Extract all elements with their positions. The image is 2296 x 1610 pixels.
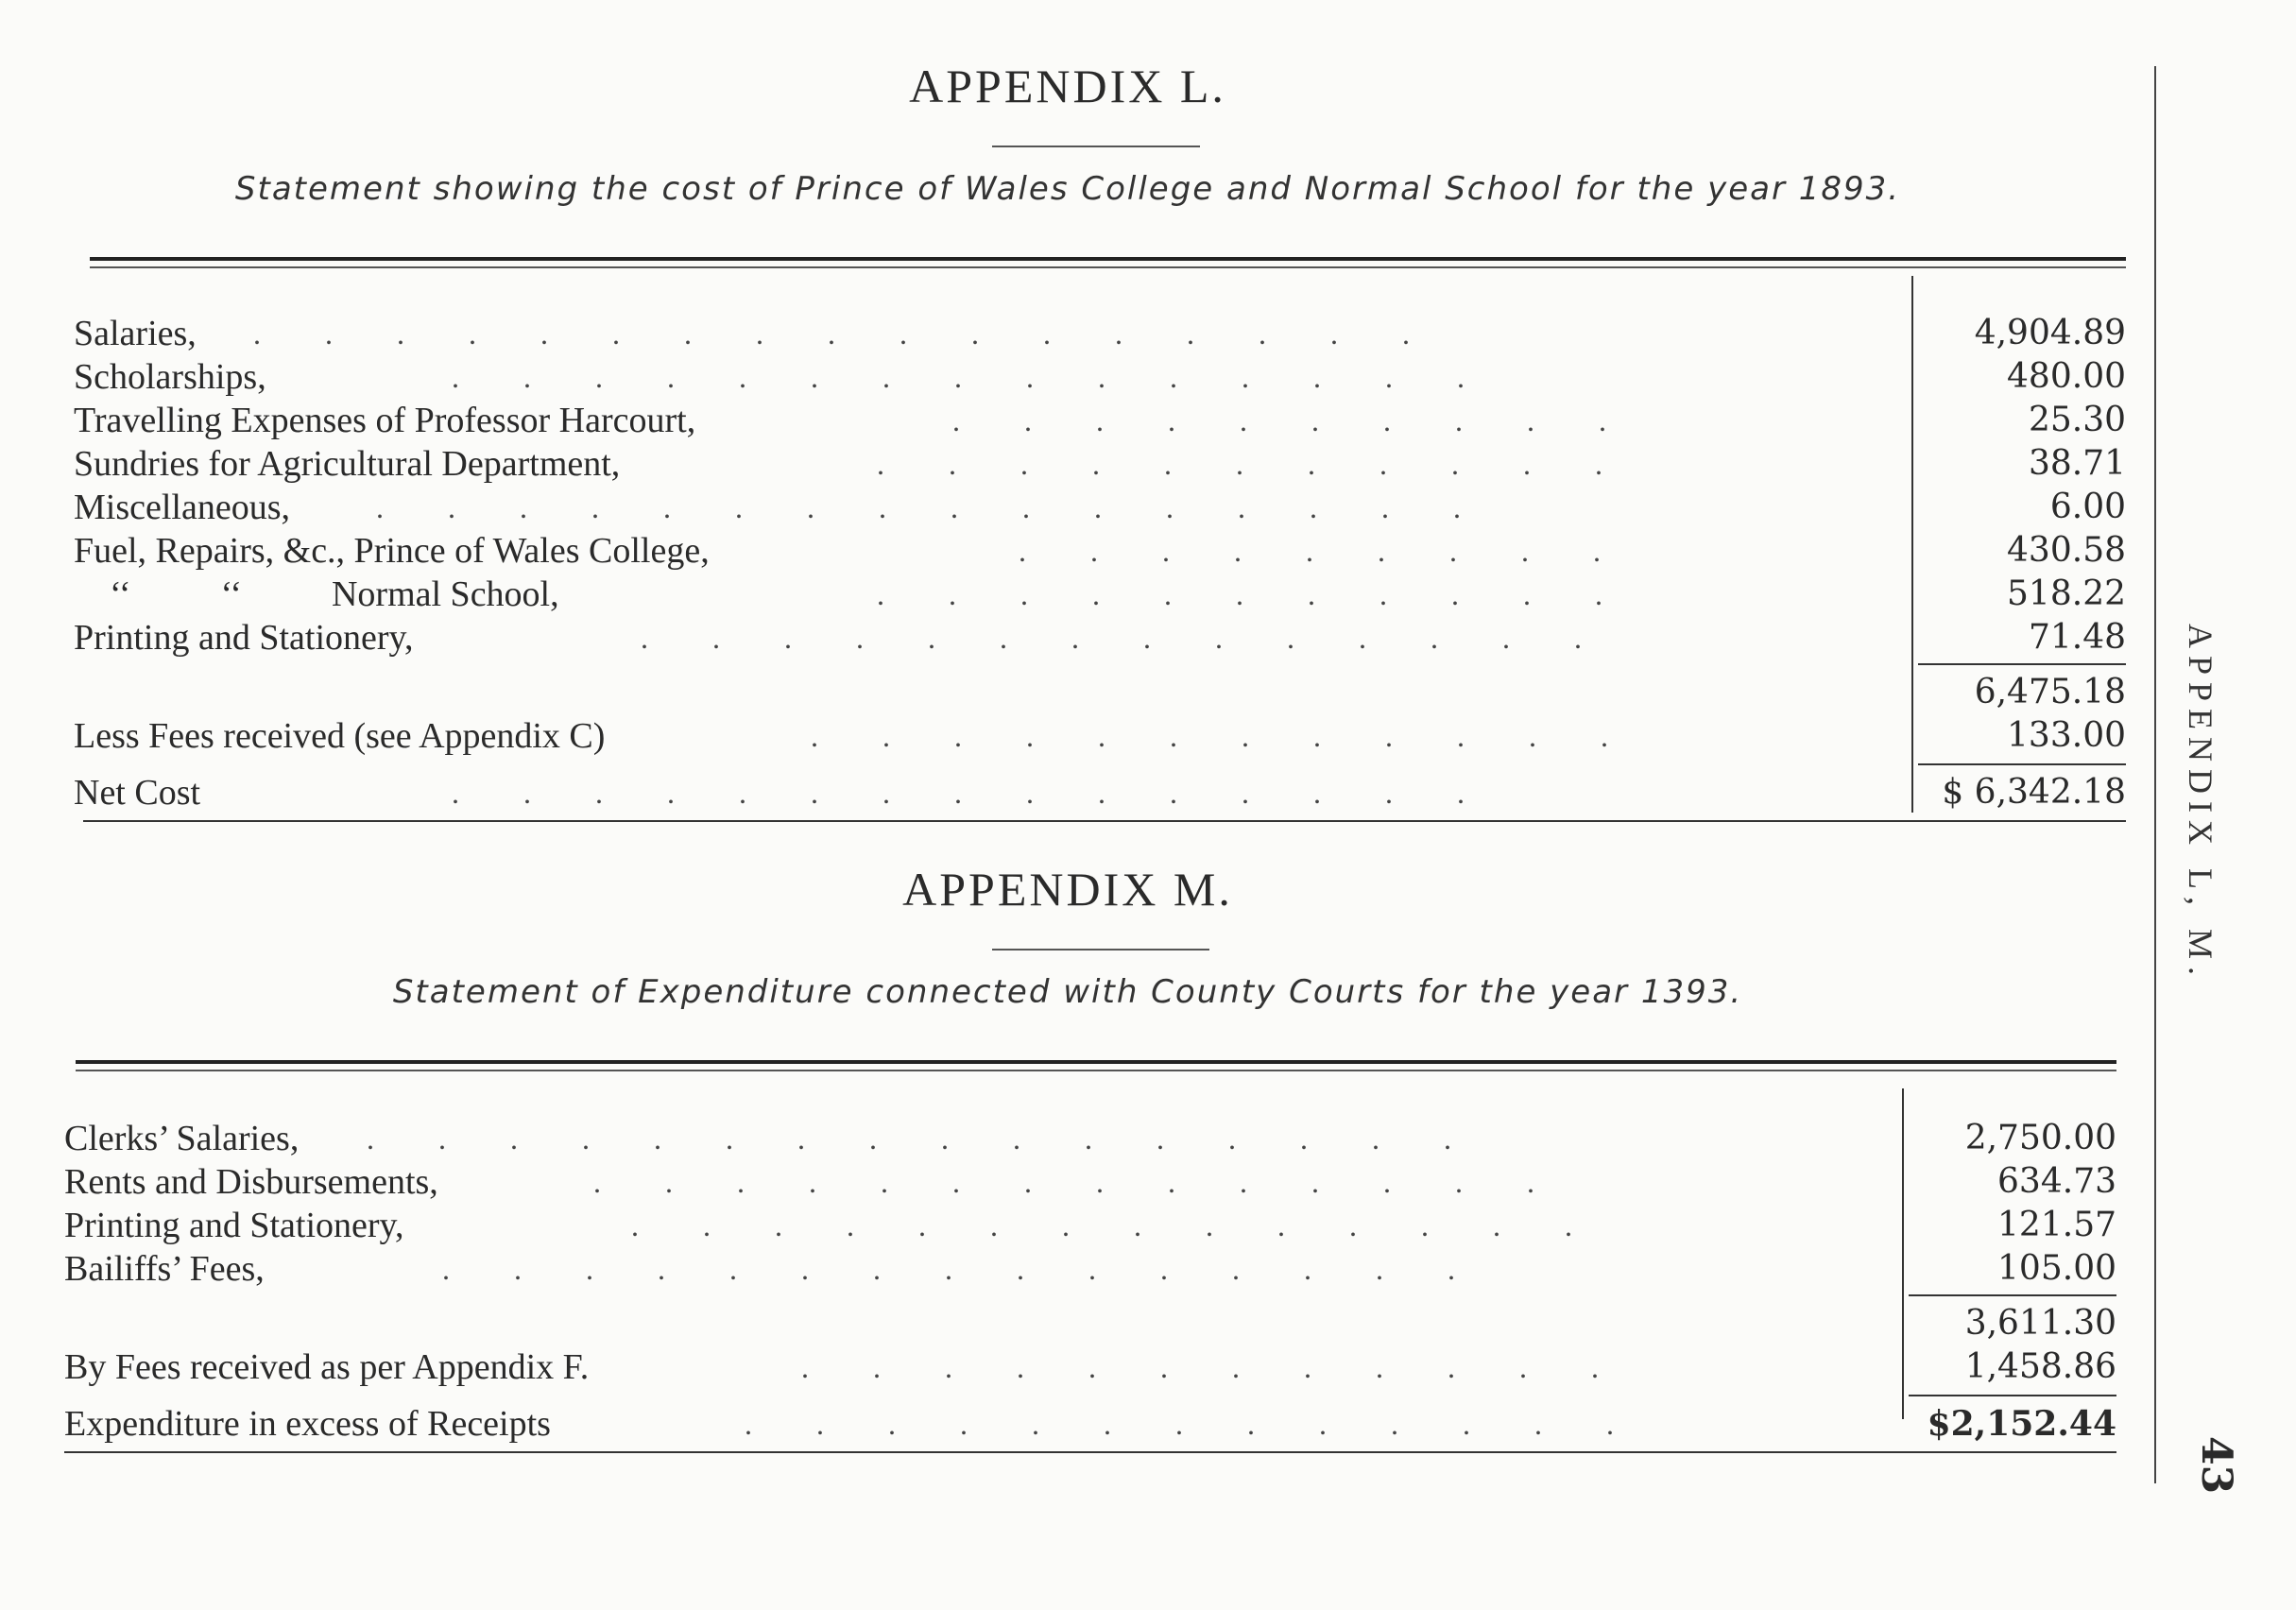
table-top-rule (76, 1060, 2116, 1071)
row-amount: 133.00 (2007, 716, 2126, 755)
leader-dots: ............... (452, 776, 1529, 810)
page-number: 43 (2192, 1436, 2240, 1495)
leader-dots: ............ (811, 719, 1672, 753)
leader-dots: ............ (801, 1350, 1663, 1384)
row-label: Bailiffs’ Fees, (64, 1249, 265, 1289)
row-amount: 25.30 (2028, 401, 2126, 439)
leader-dots: ........... (877, 577, 1667, 611)
row-amount: 6.00 (2049, 488, 2126, 526)
row-label: Sundries for Agricultural Department, (74, 444, 621, 484)
leader-dots: ................ (376, 490, 1525, 524)
row-label: Clerks’ Salaries, (64, 1119, 300, 1158)
row-label: Miscellaneous, (74, 488, 291, 527)
less-fees-row (74, 714, 2126, 758)
appendix-m-table (64, 1117, 2116, 1476)
title-rule (992, 949, 1209, 951)
net-rule (1918, 763, 2126, 765)
net-cost-row (74, 771, 2126, 814)
margin-rule (2154, 66, 2156, 1483)
row-amount: 2,750.00 (1964, 1119, 2116, 1157)
row-label: Printing and Stationery, (74, 618, 414, 658)
leader-dots: .............. (593, 1165, 1599, 1199)
row-amount: 430.58 (2007, 531, 2126, 570)
appendix-l-table (74, 312, 2126, 822)
row-amount: 105.00 (1997, 1249, 2116, 1288)
row-label: Net Cost (74, 773, 201, 813)
leader-dots: ................. (253, 317, 1474, 351)
row-label: Expenditure in excess of Receipts (64, 1404, 551, 1444)
subtotal-row (74, 671, 2126, 714)
leader-dots: ............... (442, 1252, 1519, 1286)
table-row (74, 529, 2126, 573)
excess-rule (1909, 1395, 2116, 1396)
table-row (74, 399, 2126, 442)
table-row (64, 1117, 2116, 1160)
table-bottom-rule (83, 820, 2126, 822)
leader-dots: ................ (367, 1122, 1516, 1156)
appendix-m-subtitle: Statement of Expenditure connected with County Courts for the year 1393. (392, 973, 1743, 1011)
subtotal-rule (1918, 663, 2126, 665)
row-amount: 121.57 (1997, 1206, 2116, 1244)
leader-dots: .............. (641, 621, 1646, 655)
row-amount: 518.22 (2007, 574, 2126, 613)
table-top-rule (90, 257, 2126, 268)
row-label: Printing and Stationery, (64, 1206, 404, 1245)
subtotal-rule (1909, 1294, 2116, 1296)
table-row (64, 1247, 2116, 1291)
row-amount: 4,904.89 (1974, 314, 2126, 352)
leader-dots: .......... (952, 403, 1671, 437)
row-label: Travelling Expenses of Professor Harcourt, (74, 401, 696, 440)
table-row (74, 312, 2126, 355)
leader-dots: .............. (631, 1208, 1636, 1242)
leader-dots: ............. (745, 1407, 1678, 1441)
row-label: Less Fees received (see Appendix C) (74, 716, 606, 756)
row-label: Fuel, Repairs, &c., Prince of Wales College, (74, 531, 710, 571)
excess-amount: $2,152.44 (1927, 1404, 2116, 1444)
table-row (64, 1204, 2116, 1247)
row-label: Scholarships, (74, 357, 266, 397)
subtotal-amount: 3,611.30 (1964, 1304, 2116, 1343)
row-amount: 1,458.86 (1964, 1347, 2116, 1386)
row-label: Rents and Disbursements, (64, 1162, 438, 1202)
leader-dots: ......... (1019, 534, 1665, 568)
row-amount: 634.73 (1997, 1162, 2116, 1201)
row-amount: 71.48 (2028, 618, 2126, 657)
leader-dots: ........... (877, 447, 1667, 481)
table-row (74, 616, 2126, 659)
appendix-l-title: APPENDIX L. (909, 60, 1226, 112)
appendix-l-subtitle: Statement showing the cost of Prince of Wales College and Normal School for the year 1893. (234, 170, 1901, 208)
subtotal-amount: 6,475.18 (1974, 673, 2126, 711)
table-row (74, 355, 2126, 399)
subtotal-row (64, 1302, 2116, 1345)
side-caption: APPENDIX L, M. (2182, 624, 2219, 984)
by-fees-row (64, 1345, 2116, 1389)
row-label: Salaries, (74, 314, 197, 353)
table-bottom-rule (64, 1451, 2116, 1453)
table-row (74, 442, 2126, 486)
row-label: By Fees received as per Appendix F. (64, 1347, 590, 1387)
row-amount: 480.00 (2007, 357, 2126, 396)
table-row (74, 573, 2126, 616)
leader-dots: ............... (452, 360, 1529, 394)
excess-row (64, 1402, 2116, 1446)
row-amount: 38.71 (2028, 444, 2126, 483)
table-row (64, 1160, 2116, 1204)
net-cost-amount: $ 6,342.18 (1942, 773, 2126, 812)
title-rule (992, 146, 1200, 147)
row-label: ‘‘ ‘‘ Normal School, (74, 574, 559, 614)
table-row (74, 486, 2126, 529)
appendix-m-title: APPENDIX M. (902, 863, 1233, 916)
